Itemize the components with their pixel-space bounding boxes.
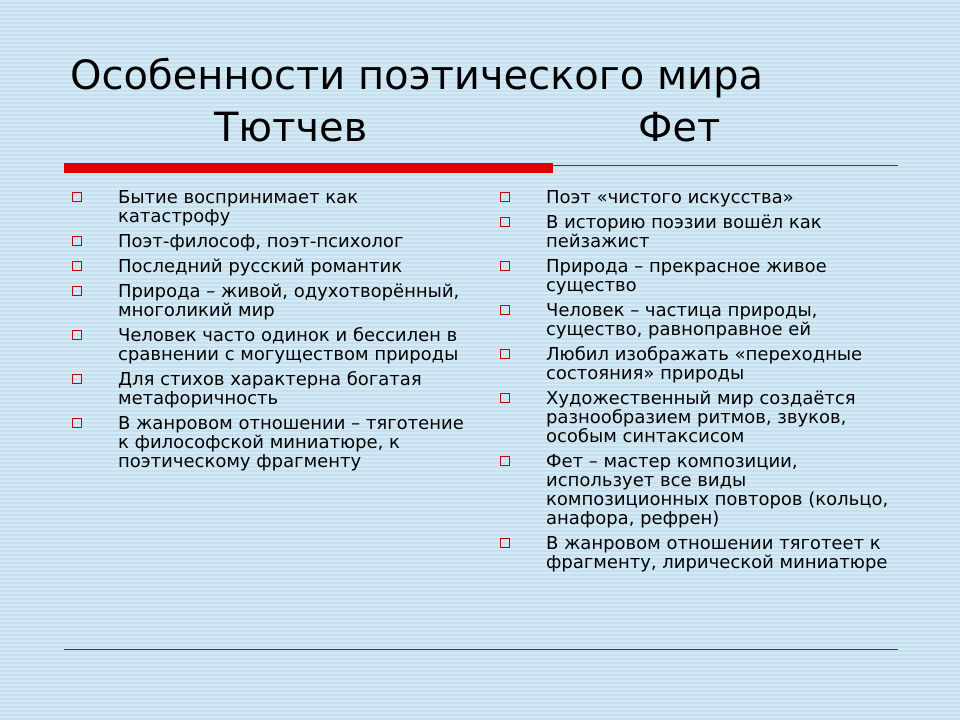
- list-item: [498, 534, 908, 572]
- list-item: [498, 188, 908, 207]
- hollow-square-icon: [500, 261, 510, 271]
- hollow-square-icon: [72, 418, 82, 428]
- hollow-square-icon: [72, 286, 82, 296]
- tyutchev-list: [70, 188, 470, 477]
- list-item-text: Природа – прекрасное живое существо: [546, 256, 827, 296]
- title-divider-thin: [553, 165, 898, 166]
- list-item-text: Природа – живой, одухотворённый, многоликий мир: [118, 281, 460, 321]
- hollow-square-icon: [500, 456, 510, 466]
- list-item-text: Любил изображать «переходные состояния» природы: [546, 344, 863, 384]
- hollow-square-icon: [72, 261, 82, 271]
- hollow-square-icon: [72, 236, 82, 246]
- list-item-text: Человек – частица природы, существо, равноправное ей: [546, 300, 818, 340]
- list-item: [70, 414, 470, 471]
- list-item: [70, 370, 470, 408]
- list-item: [70, 326, 470, 364]
- list-item-text: Фет – мастер композиции, использует все виды композиционных повторов (кольцо, анафора, рефрен): [546, 451, 889, 529]
- list-item: [498, 213, 908, 251]
- hollow-square-icon: [500, 217, 510, 227]
- list-item: [498, 345, 908, 383]
- title-divider-thick: [64, 163, 553, 173]
- column-heading-fet: Фет: [638, 105, 721, 151]
- footer-divider: [64, 649, 898, 650]
- list-item-text: В историю поэзии вошёл как пейзажист: [546, 212, 822, 252]
- fet-list: [498, 188, 908, 578]
- hollow-square-icon: [500, 305, 510, 315]
- list-item: [498, 301, 908, 339]
- list-item: [498, 257, 908, 295]
- list-item-text: В жанровом отношении – тяготение к философской миниатюре, к поэтическому фрагменту: [118, 413, 464, 472]
- hollow-square-icon: [72, 192, 82, 202]
- list-item-text: Поэт «чистого искусства»: [546, 187, 794, 208]
- list-item-text: Для стихов характерна богатая метафоричность: [118, 369, 422, 409]
- hollow-square-icon: [500, 538, 510, 548]
- list-item: [498, 389, 908, 446]
- hollow-square-icon: [500, 393, 510, 403]
- hollow-square-icon: [72, 374, 82, 384]
- hollow-square-icon: [500, 349, 510, 359]
- hollow-square-icon: [500, 192, 510, 202]
- list-item-text: Поэт-философ, поэт-психолог: [118, 231, 404, 252]
- list-item: [70, 282, 470, 320]
- column-heading-tyutchev: Тютчев: [214, 105, 368, 151]
- list-item-text: Бытие воспринимает как катастрофу: [118, 187, 359, 227]
- slide-title: Особенности поэтического мира: [70, 53, 764, 99]
- list-item-text: Художественный мир создаётся разнообразием ритмов, звуков, особым синтаксисом: [546, 388, 856, 447]
- list-item: [70, 188, 470, 226]
- list-item: [70, 257, 470, 276]
- list-item-text: Последний русский романтик: [118, 256, 403, 277]
- list-item: [70, 232, 470, 251]
- list-item-text: Человек часто одинок и бессилен в сравнении с могуществом природы: [118, 325, 459, 365]
- hollow-square-icon: [72, 330, 82, 340]
- list-item: [498, 452, 908, 528]
- list-item-text: В жанровом отношении тяготеет к фрагменту, лирической миниатюре: [546, 533, 888, 573]
